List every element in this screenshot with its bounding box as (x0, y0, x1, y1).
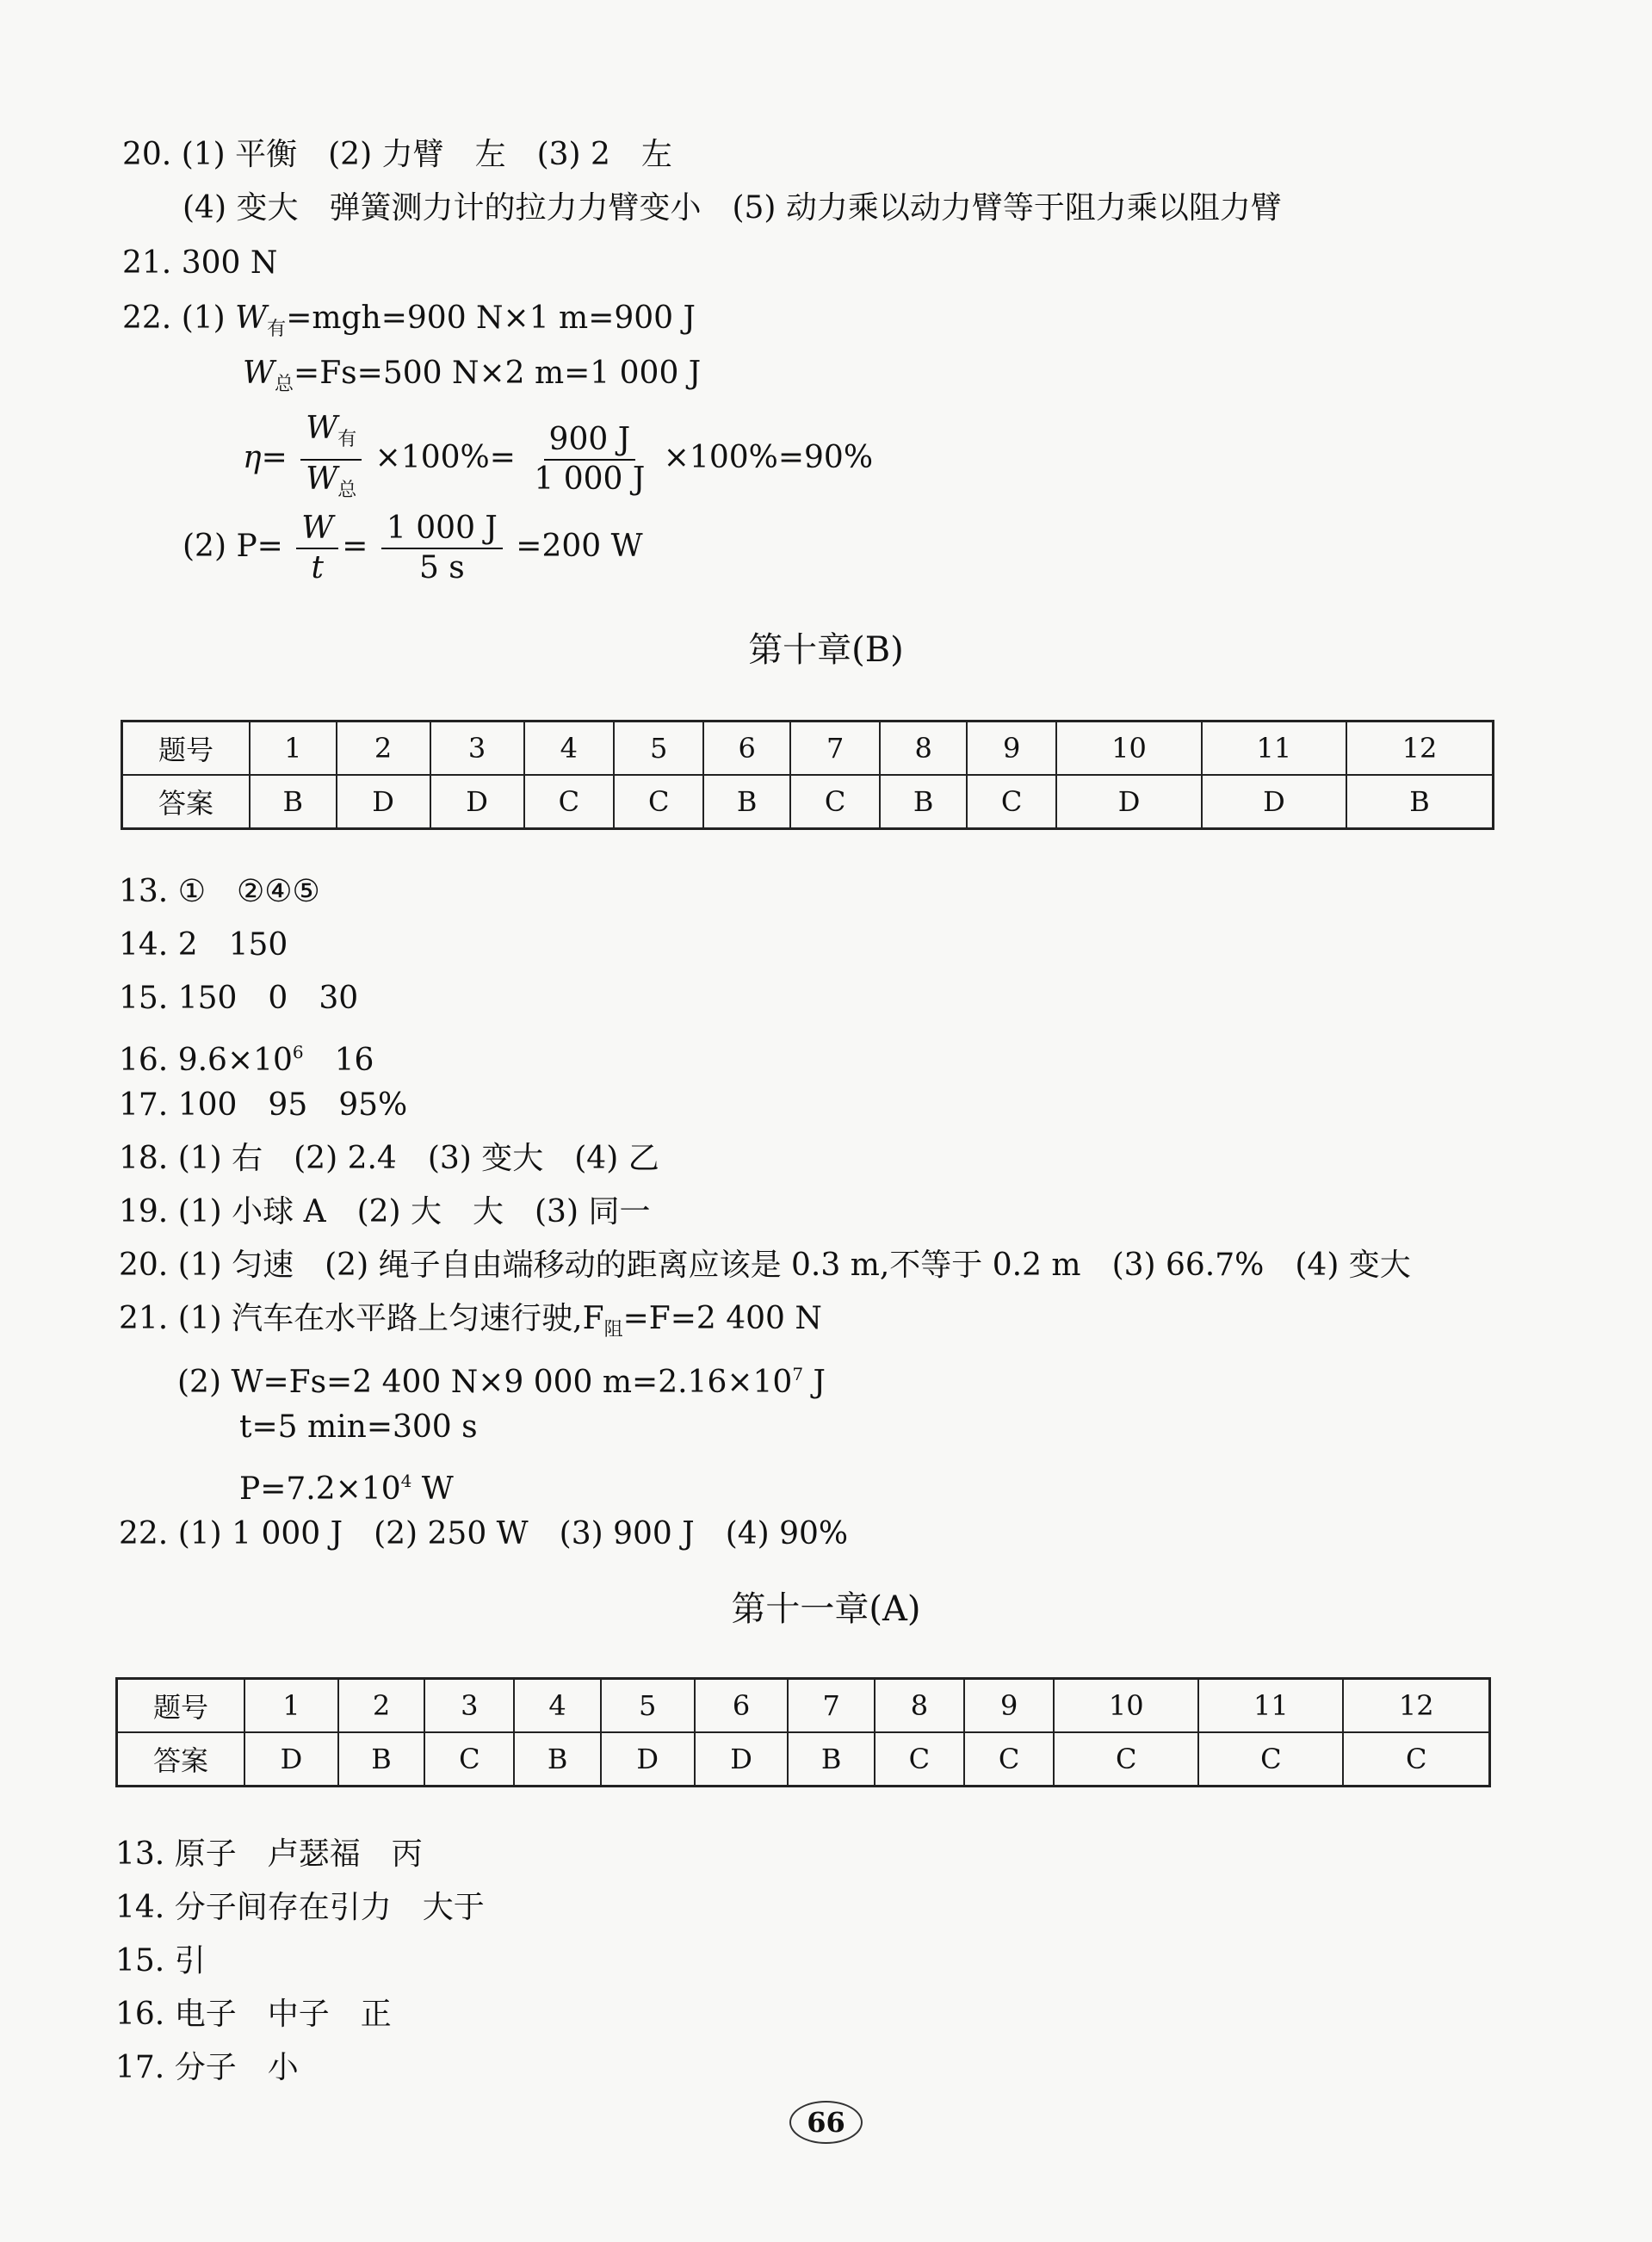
q13-11a: 13. 原子 卢瑟福 丙 (115, 1836, 423, 1872)
q15-10b: 15. 150 0 30 (119, 981, 359, 1016)
q16-10b: 16. $9.6\times 10^6$ 16 (119, 1042, 374, 1078)
page-number: 66 (0, 2101, 1652, 2144)
q19-10b: 19. (1) 小球 A (2) 大 大 (3) 同一 (119, 1194, 651, 1229)
table-cell: B (703, 775, 790, 829)
table-cell: 4 (524, 722, 614, 776)
q15-11a: 15. 引 (115, 1943, 206, 1979)
table-cell: B (514, 1732, 600, 1787)
table-cell: C (424, 1732, 514, 1787)
q20-line1: 20. (1) 平衡 (2) 力臂 左 (3) 2 左 (122, 137, 672, 172)
table-cell: 2 (337, 722, 430, 776)
table-cell: 12 (1346, 722, 1493, 776)
table-cell: B (338, 1732, 424, 1787)
table-cell: 11 (1198, 1679, 1343, 1733)
table-cell: 4 (514, 1679, 600, 1733)
q21: 21. 300 N (122, 245, 278, 281)
table-cell: 2 (338, 1679, 424, 1733)
table-cell: 11 (1202, 722, 1346, 776)
q13-10b: 13. ① ②④⑤ (119, 874, 320, 909)
table-cell: C (1054, 1732, 1198, 1787)
table-cell: 6 (703, 722, 790, 776)
q14-10b: 14. 2 150 (119, 927, 288, 963)
chapter-11a-title: 第十一章(A) (731, 1589, 921, 1629)
table-row (117, 1732, 1490, 1787)
q16-11a: 16. 电子 中子 正 (115, 1997, 392, 2032)
q20-10b: 20. (1) 匀速 (2) 绳子自由端移动的距离应该是 0.3 m,不等于 0.2 m (3) 66.7% (4) 变大 (119, 1248, 1411, 1283)
table-cell: D (337, 775, 430, 829)
q18-10b: 18. (1) 右 (2) 2.4 (3) 变大 (4) 乙 (119, 1141, 659, 1176)
q22-power: (2) P= $\frac{W}{t}$ = $\frac{1 000 J}{5 s}$ =200 W (183, 511, 643, 585)
table-cell: D (1056, 775, 1201, 829)
table-cell: 1 (250, 722, 337, 776)
q14-11a: 14. 分子间存在引力 大于 (115, 1890, 485, 1925)
table-cell: C (964, 1732, 1054, 1787)
table-cell: 12 (1343, 1679, 1489, 1733)
table-cell: 7 (790, 722, 880, 776)
table-header-label: 题号 (122, 722, 251, 776)
table-cell: C (614, 775, 703, 829)
table-cell: B (788, 1732, 874, 1787)
table-cell: C (967, 775, 1056, 829)
q22-work-total: $W_总=Fs=500$ N×2 m=1 000 J (243, 356, 702, 395)
table-header-label: 题号 (117, 1679, 245, 1733)
table-cell: 9 (964, 1679, 1054, 1733)
table-cell: C (1198, 1732, 1343, 1787)
q21-10b-line2: (2) W=Fs=2 400 N×9 000 $m=2.16\times 10^7$ J (177, 1364, 826, 1400)
table-cell: C (524, 775, 614, 829)
table-cell: 6 (695, 1679, 789, 1733)
q21-10b-line3: t=5 min=300 s (239, 1409, 478, 1445)
q21-10b-line4: $P=7.2\times 10^4$ W (239, 1471, 454, 1507)
table-cell: 8 (875, 1679, 964, 1733)
table-answer-label: 答案 (117, 1732, 245, 1787)
table-cell: 9 (967, 722, 1056, 776)
table-cell: D (601, 1732, 695, 1787)
q21-10b-line1: 21. (1) 汽车在水平路上匀速行驶$,F_阻=F=2$ 400 N (119, 1301, 822, 1341)
table-cell: B (1346, 775, 1493, 829)
table-cell: 1 (244, 1679, 338, 1733)
table-cell: 7 (788, 1679, 874, 1733)
q17-11a: 17. 分子 小 (115, 2050, 299, 2085)
table-cell: C (790, 775, 880, 829)
answer-table-10b (121, 720, 1494, 830)
table-cell: D (244, 1732, 338, 1787)
table-cell: 5 (614, 722, 703, 776)
table-cell: D (695, 1732, 789, 1787)
answer-table-11a (115, 1677, 1491, 1787)
table-row (122, 775, 1494, 829)
table-cell: C (1343, 1732, 1489, 1787)
q22-10b: 22. (1) 1 000 J (2) 250 W (3) 900 J (4) 90% (119, 1516, 849, 1551)
table-cell: 3 (424, 1679, 514, 1733)
table-row (122, 722, 1494, 776)
table-cell: 10 (1056, 722, 1201, 776)
table-cell: 3 (430, 722, 524, 776)
q22-efficiency: η= $\frac{W_有}{W_总}$ ×100%= $\frac{900 J}{1 000 J}$ ×100%=90% (243, 411, 874, 501)
table-row (117, 1679, 1490, 1733)
q17-10b: 17. 100 95 95% (119, 1087, 408, 1123)
q22-work-useful: 22. (1) $W_有=mgh=900$ N×1 m=900 J (122, 300, 696, 340)
table-cell: D (1202, 775, 1346, 829)
table-cell: 5 (601, 1679, 695, 1733)
table-cell: B (880, 775, 967, 829)
table-cell: 10 (1054, 1679, 1198, 1733)
chapter-10b-title: 第十章(B) (748, 630, 904, 670)
q20-line2: (4) 变大 弹簧测力计的拉力力臂变小 (5) 动力乘以动力臂等于阻力乘以阻力臂 (183, 190, 1282, 226)
table-cell: C (875, 1732, 964, 1787)
table-answer-label: 答案 (122, 775, 251, 829)
table-cell: 8 (880, 722, 967, 776)
table-cell: D (430, 775, 524, 829)
table-cell: B (250, 775, 337, 829)
